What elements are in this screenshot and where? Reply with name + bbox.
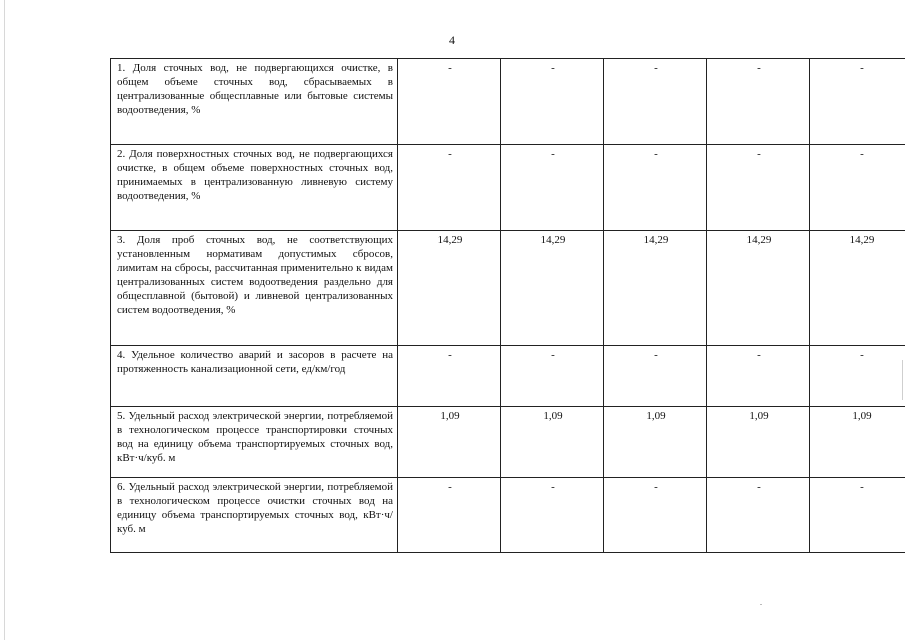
- indicator-value: -: [604, 145, 707, 231]
- indicators-table: [110, 58, 905, 553]
- indicator-value: -: [398, 478, 501, 553]
- scan-speck: [760, 604, 762, 605]
- indicator-label: 4. Удельное количество аварий и засоров в расчете на протяженность канализационной сети, ед/км/год: [111, 346, 398, 407]
- indicator-value: 14,29: [398, 231, 501, 346]
- indicator-value: 1,09: [810, 407, 905, 478]
- indicator-label: 5. Удельный расход электрической энергии, потребляемой в технологическом процессе транспортировки сточных вод на единицу объема транспортируемых сточных вод, кВт·ч/куб. м: [111, 407, 398, 478]
- indicator-label: 6. Удельный расход электрической энергии, потребляемой в технологическом процессе очистки сточных вод на единицу объема транспортируемых сточных вод, кВт·ч/куб. м: [111, 478, 398, 553]
- indicator-value: -: [604, 59, 707, 145]
- indicator-value: -: [398, 59, 501, 145]
- indicator-value: 1,09: [501, 407, 604, 478]
- indicator-value: 14,29: [501, 231, 604, 346]
- table-row: [111, 145, 905, 231]
- indicator-value: 1,09: [604, 407, 707, 478]
- indicator-value: -: [501, 478, 604, 553]
- indicator-value: 14,29: [810, 231, 905, 346]
- indicator-value: -: [707, 478, 810, 553]
- indicator-value: -: [810, 346, 905, 407]
- indicator-value: 14,29: [707, 231, 810, 346]
- indicator-value: 1,09: [398, 407, 501, 478]
- indicator-value: -: [604, 346, 707, 407]
- indicator-value: -: [707, 145, 810, 231]
- table-row: [111, 231, 905, 346]
- table-row: [111, 59, 905, 145]
- indicator-value: -: [707, 346, 810, 407]
- indicator-label: 1. Доля сточных вод, не подвергающихся очистке, в общем объеме сточных вод, сбрасываемых в централизованные общесплавные или бытовые системы водоотведения, %: [111, 59, 398, 145]
- indicator-value: -: [810, 478, 905, 553]
- indicator-label: 3. Доля проб сточных вод, не соответствующих установленным нормативам допустимых сбросов, лимитам на сбросы, рассчитанная применительно к видам централизованных систем водоотведения раздельно для общесплавной (бытовой) и ливневой централизованных систем водоотведения, %: [111, 231, 398, 346]
- indicator-value: -: [501, 346, 604, 407]
- indicator-value: -: [604, 478, 707, 553]
- table-row: [111, 478, 905, 553]
- page-number: 4: [449, 33, 455, 47]
- indicator-value: -: [707, 59, 810, 145]
- indicator-value: -: [398, 346, 501, 407]
- indicator-value: 14,29: [604, 231, 707, 346]
- indicator-value: -: [501, 145, 604, 231]
- table-row: [111, 346, 905, 407]
- scan-left-edge: [4, 0, 5, 640]
- indicator-label: 2. Доля поверхностных сточных вод, не подвергающихся очистке, в общем объеме поверхностных сточных вод, принимаемых в централизованную ливневую систему водоотведения, %: [111, 145, 398, 231]
- indicator-value: -: [398, 145, 501, 231]
- table-row: [111, 407, 905, 478]
- indicator-value: 1,09: [707, 407, 810, 478]
- indicator-value: -: [501, 59, 604, 145]
- indicator-value: -: [810, 59, 905, 145]
- indicator-value: -: [810, 145, 905, 231]
